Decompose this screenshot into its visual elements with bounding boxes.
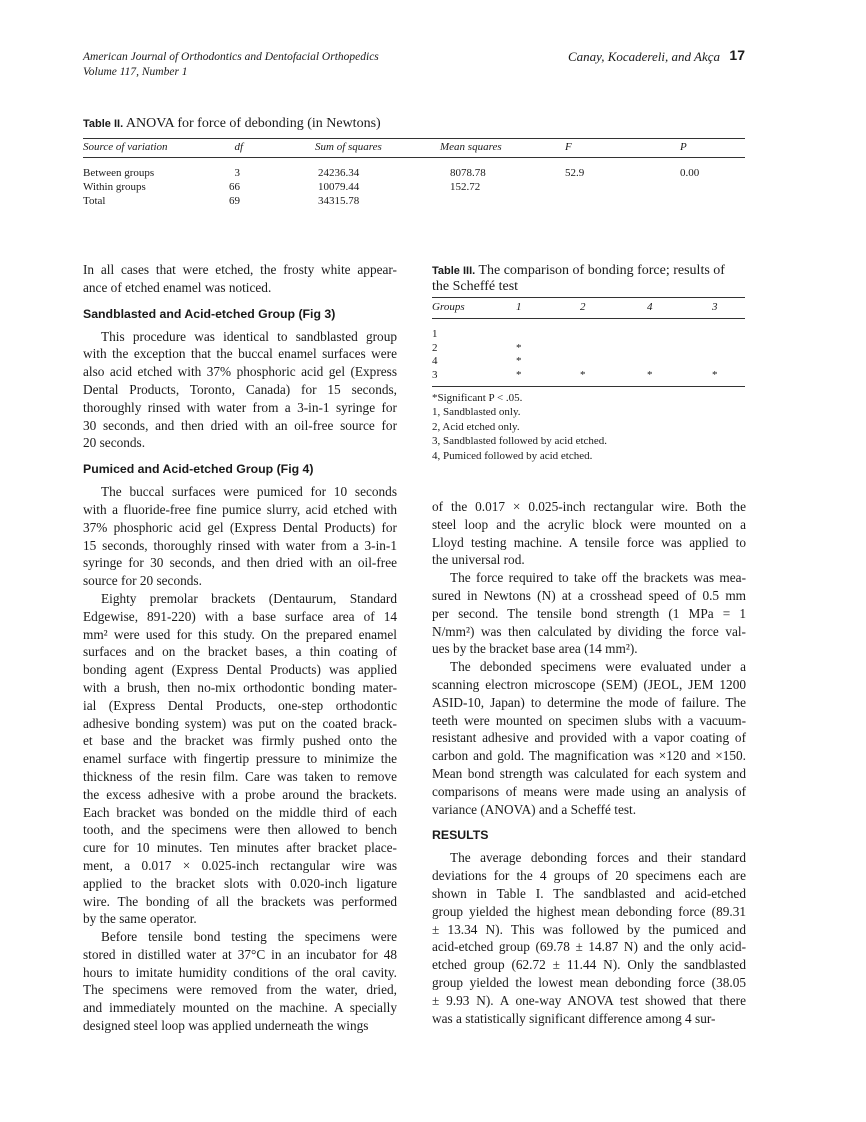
text-line: per second. The tensile bond strength (1 MPa = 1 — [432, 605, 746, 621]
text-line: with the exception that the buccal enamel surfaces were — [83, 346, 397, 362]
section-heading: Pumiced and Acid-etched Group (Fig 4) — [83, 462, 314, 477]
page-number: 17 — [729, 47, 745, 63]
text-line: stored in distilled water at 37°C in an incubator for 48 — [83, 946, 397, 962]
text-line: the universal rod. — [432, 552, 525, 568]
table2-cell: Between groups — [83, 167, 155, 179]
table2-cell: 3 — [234, 167, 240, 179]
paragraph — [83, 483, 397, 590]
text-line: wire. The bonding of all the brackets was performed — [83, 893, 397, 909]
text-line: and immediately mounted on the machine. A specially — [83, 1000, 397, 1016]
table2-header-cell: df — [234, 141, 243, 153]
running-header-authors: Canay, Kocadereli, and Akça — [567, 49, 720, 64]
text-line: thickness of the resin film. Care was taken to remove — [83, 768, 397, 784]
paragraph — [432, 849, 746, 1027]
text-line: ance of etched enamel was noticed. — [83, 279, 272, 295]
text-line: surfaces and on the bracket bases, a thin coating of — [83, 644, 397, 660]
table3-footnote: 4, Pumiced followed by acid etched. — [432, 449, 593, 462]
table3-cell: * — [712, 369, 718, 382]
text-line: with a fluoride-free fine pumice slurry, acid etched with — [83, 501, 397, 517]
text-line: 37% phosphoric acid gel (Express Dental Products) for — [83, 519, 397, 535]
table3-title-2: the Scheffé test — [432, 279, 519, 294]
text-line: by the same operator. — [83, 911, 197, 927]
table2-header-cell: Mean squares — [440, 141, 502, 153]
table3-footnote: 1, Sandblasted only. — [432, 406, 521, 419]
text-line: ues by the bracket base area (14 mm²). — [432, 641, 638, 657]
table3-footnote: 3, Sandblasted followed by acid etched. — [432, 435, 608, 448]
table3-header-rule — [432, 318, 745, 319]
table3-cell: * — [516, 369, 522, 382]
text-line: Edgewise, 891-220) with a base surface area of 14 — [83, 608, 397, 624]
running-header-journal — [83, 50, 379, 80]
text-line: The average debonding forces and their standard — [450, 850, 746, 866]
table3-header-cell: 2 — [580, 301, 586, 313]
text-line: enamel surface with fingertip pressure to minimize the — [83, 751, 397, 767]
table3-header-cell: 3 — [712, 301, 718, 313]
table3-label: Table III. — [432, 265, 476, 277]
text-line: et base and the bracket was firmly pushed onto the — [83, 733, 397, 749]
text-line: resistant adhesive and provided with a vapor coating of — [432, 730, 746, 746]
section-heading: RESULTS — [432, 828, 489, 843]
text-line: also acid etched with 37% phosphoric acid gel (Express — [83, 364, 397, 380]
paragraph — [83, 328, 397, 453]
table3-cell: * — [647, 369, 653, 382]
table2-label: Table II. — [83, 118, 124, 130]
text-line: applied to the bracket slots with 0.020-inch ligature — [83, 875, 397, 891]
text-line: teeth were mounted on specimen slubs with a vacuum- — [432, 712, 746, 728]
table3-footnote: 2, Acid etched only. — [432, 420, 520, 433]
paragraph — [83, 928, 397, 1035]
text-line: tooth, and the specimens were then allowed to bench — [83, 822, 397, 838]
text-line: ial (Express Dental Products, one-step orthodontic — [83, 697, 397, 713]
table2-header-cell: P — [680, 141, 687, 153]
table3-cell: * — [516, 341, 522, 354]
text-line: carbon and gold. The magnification was ×120 and ×150. — [432, 748, 746, 764]
paragraph — [83, 590, 397, 928]
table3-cell: 3 — [432, 369, 438, 382]
text-line: source for 20 seconds. — [83, 573, 202, 589]
text-line: hours to imitate humidity conditions of the oral cavity. — [83, 964, 397, 980]
table3-cell: 4 — [432, 355, 438, 368]
text-line: The debonded specimens were evaluated under a — [450, 659, 746, 675]
right-column — [432, 498, 746, 1027]
table2-top-rule — [83, 138, 745, 139]
text-line: the excess adhesive with a probe around the brackets. — [83, 786, 397, 802]
text-line: scanning electron microscope (SEM) (JEOL, JEM 1200 — [432, 676, 746, 692]
text-line: was a statistically significant difference among 4 sur- — [432, 1010, 716, 1026]
text-line: deviations for the 4 groups of 20 specimens each are — [432, 868, 746, 884]
text-line: The specimens were removed from the water, dried, — [83, 982, 397, 998]
text-line: The buccal surfaces were pumiced for 10 seconds — [101, 484, 397, 500]
text-line: The force required to take off the brackets was mea- — [450, 570, 746, 586]
text-line: ment, a 0.017 × 0.025-inch rectangular wire was — [83, 857, 397, 873]
table2-cell: 66 — [229, 181, 240, 193]
text-line: shown in Table I. The sandblasted and acid-etched — [432, 885, 746, 901]
text-line: group yielded the lowest mean debonding force (38.05 — [432, 974, 746, 990]
text-line: thoroughly rinsed with water from a 3-in-1 syringe for — [83, 399, 397, 415]
table2-cell: 10079.44 — [318, 181, 360, 193]
text-line: Mean bond strength was calculated for each system and — [432, 765, 746, 781]
table2-header-cell: F — [565, 141, 572, 153]
table2-title: ANOVA for force of debonding (in Newtons) — [125, 116, 381, 131]
table3-bottom-rule — [432, 386, 745, 387]
table3-caption — [432, 263, 752, 294]
text-line: variance (ANOVA) and a Scheffé test. — [432, 801, 637, 817]
table3-cell: * — [516, 355, 522, 368]
text-line: etched group (62.72 ± 11.44 N). Only the sandblasted — [432, 957, 746, 973]
paragraph — [432, 658, 746, 818]
text-line: 20 seconds. — [83, 435, 146, 451]
table2-cell: 0.00 — [680, 167, 700, 179]
table2-header-rule — [83, 157, 745, 158]
text-line: steel loop and the acrylic block were mounted on a — [432, 516, 746, 532]
text-line: sured in Newtons (N) at a crosshead speed of 0.5 mm — [432, 587, 746, 603]
text-line: In all cases that were etched, the frosty white appear- — [83, 262, 397, 277]
text-line: mm² were used for this study. On the prepared enamel — [83, 626, 397, 642]
text-line: ASID-10, Japan) to determine the mode of failure. The — [432, 694, 746, 710]
table3-top-rule — [432, 297, 745, 298]
text-line: bonding agent (Express Dental Products) was applied — [83, 662, 397, 678]
text-line: Dental Products, Toronto, Canada) for 15 seconds, — [83, 381, 397, 397]
table2-cell: Total — [83, 195, 106, 207]
table2-header-cell: Source of variation — [83, 141, 168, 153]
text-line: N/mm²) was then calculated by dividing the force val- — [432, 623, 746, 639]
table3-title: The comparison of bonding force; results of — [478, 263, 725, 278]
table2-cell: Within groups — [83, 181, 146, 193]
table2-cell: 24236.34 — [318, 167, 360, 179]
table3-cell: 1 — [432, 328, 438, 340]
text-line: Lloyd testing machine. A tensile force was applied to — [432, 534, 746, 550]
table3-header-cell: 4 — [647, 301, 653, 313]
text-line: adhesive bonding system) was put on the coated brack- — [83, 715, 397, 731]
text-line: acid-etched group (69.78 ± 14.87 N) and the only acid- — [432, 939, 746, 955]
text-line: comparisons of means were made using an analysis of — [432, 783, 746, 799]
table2-cell: 69 — [229, 195, 240, 207]
text-line: Before tensile bond testing the specimens were — [101, 929, 397, 945]
left-column — [83, 261, 397, 1035]
text-line: Eighty premolar brackets (Dentaurum, Standard — [101, 590, 397, 606]
table2-caption — [83, 116, 381, 132]
table2-cell: 52.9 — [565, 167, 585, 179]
text-line: This procedure was identical to sandblasted group — [101, 328, 397, 344]
text-line: with a brush, then no-mix orthodontic bonding mater- — [83, 679, 397, 695]
paragraph — [432, 569, 746, 658]
paragraph — [432, 498, 746, 569]
text-line: cure for 10 minutes. Ten minutes after bracket place- — [83, 840, 397, 856]
table2-header-cell: Sum of squares — [315, 141, 382, 153]
text-line: ± 13.34 N). This was followed by the pumiced and — [432, 921, 746, 937]
table3-header-cell: Groups — [432, 301, 465, 313]
text-line: designed steel loop was applied underneath the wings — [83, 1018, 369, 1034]
table2-cell: 152.72 — [450, 181, 481, 193]
table3-cell: * — [580, 369, 586, 382]
paragraph — [83, 261, 397, 297]
text-line: group yielded the highest mean debonding force (89.31 — [432, 903, 746, 919]
text-line: of the 0.017 × 0.025-inch rectangular wire. Both the — [432, 499, 746, 514]
journal-title: American Journal of Orthodontics and Dentofacial Orthopedics — [83, 51, 379, 63]
text-line: 15 seconds, thoroughly rinsed with water from a 3-in-1 — [83, 537, 397, 553]
text-line: syringe for 30 seconds, and then dried with an oil-free — [83, 555, 397, 571]
table2-cell: 34315.78 — [318, 195, 360, 207]
table3-header-cell: 1 — [516, 301, 522, 313]
section-heading: Sandblasted and Acid-etched Group (Fig 3) — [83, 306, 336, 321]
text-line: Each bracket was bonded on the middle third of each — [83, 804, 397, 820]
table2-cell: 8078.78 — [450, 167, 486, 179]
text-line: ± 9.93 N). A one-way ANOVA test showed that there — [432, 992, 746, 1008]
text-line: 30 seconds, and then dried with an oil-free source for — [83, 417, 397, 433]
table3-footnote: *Significant P < .05. — [432, 392, 523, 404]
table3-cell: 2 — [432, 341, 438, 354]
journal-volume: Volume 117, Number 1 — [83, 66, 188, 78]
